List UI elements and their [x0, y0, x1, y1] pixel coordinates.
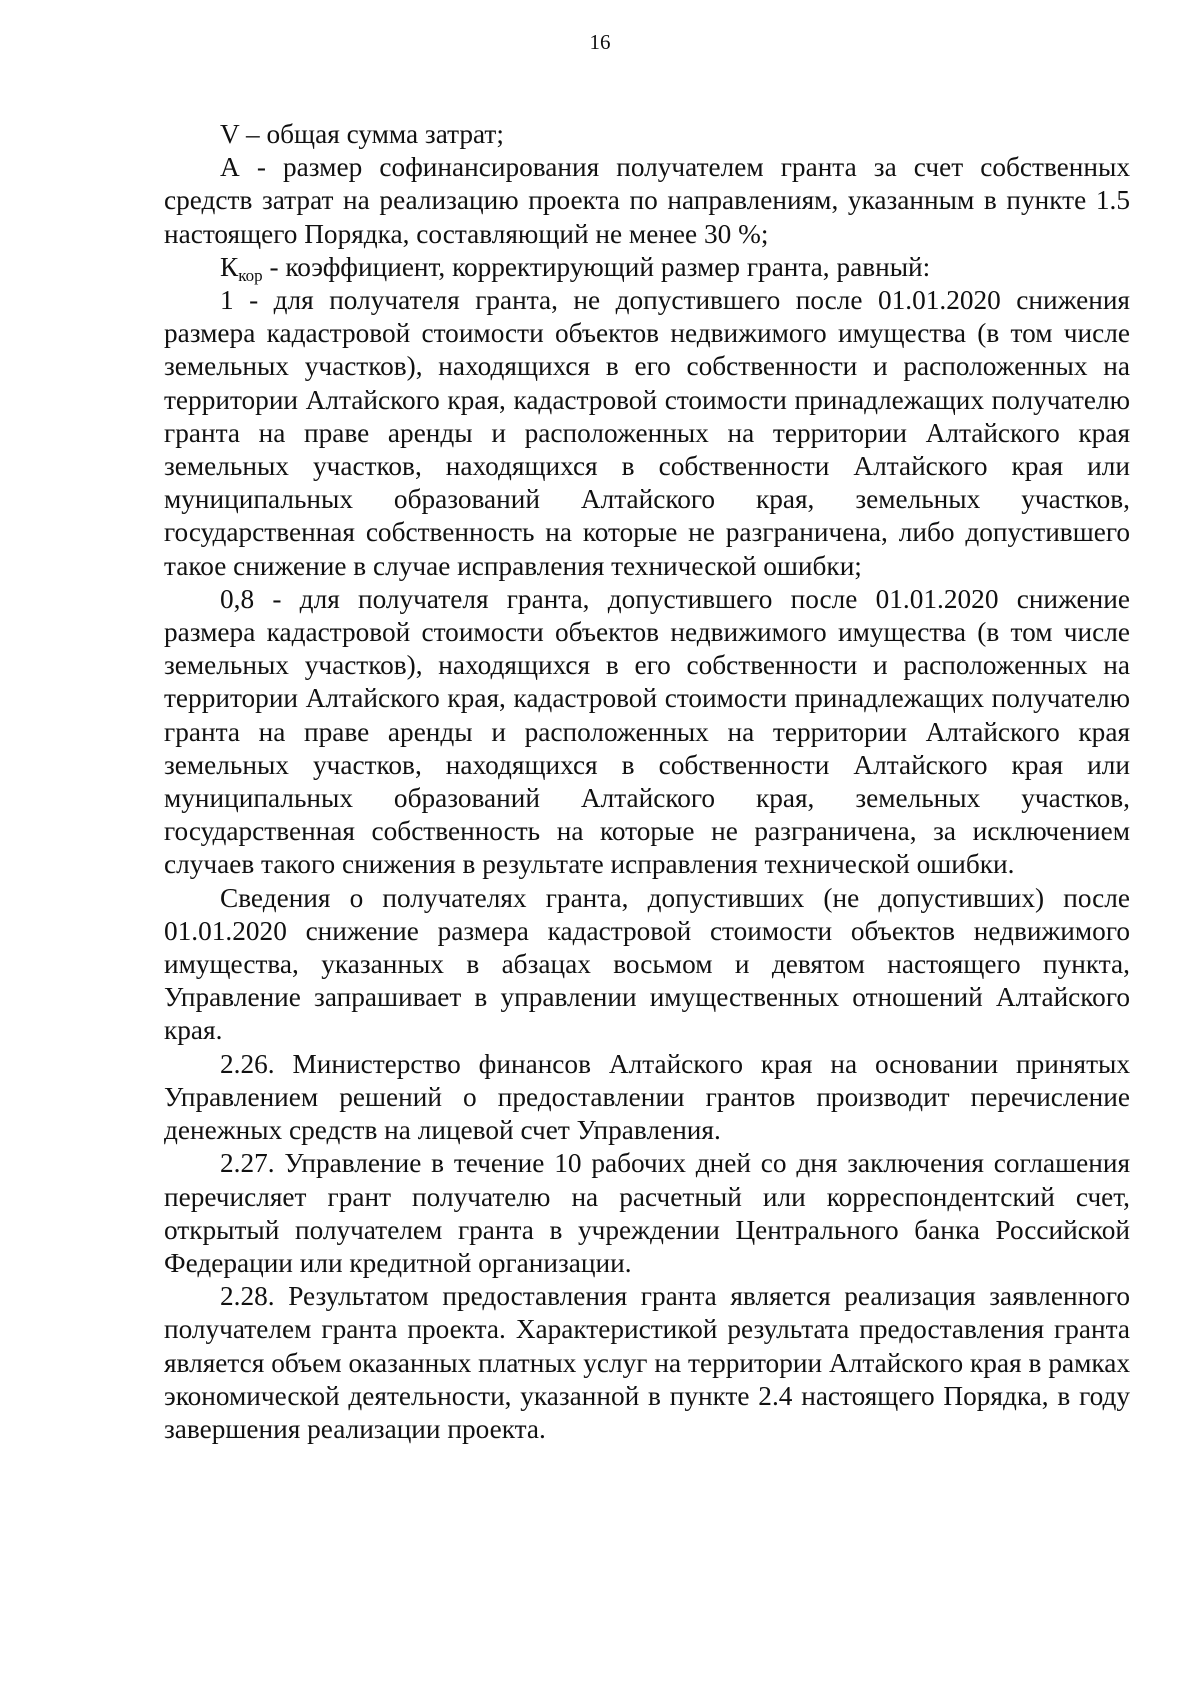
- coefficient-text: - коэффициент, корректирующий размер гранта, равный:: [262, 251, 931, 282]
- paragraph-2-27: 2.27. Управление в течение 10 рабочих дней со дня заключения соглашения перечисляет грант получателю на расчетный или корреспондентский счет, открытый получателем гранта в учреждении Центрального банка Российской Федерации или кредитной организации.: [164, 1148, 1130, 1278]
- page-number: 16: [589, 30, 611, 54]
- paragraph-2-28: 2.28. Результатом предоставления гранта является реализация заявленного получателем гранта проекта. Характеристикой результата предоставления гранта является объем оказанных платных услуг на территории Алтайского края в рамках экономической деятельности, указанной в пункте 2.4 настоящего Порядка, в году завершения реализации проекта.: [164, 1281, 1130, 1444]
- paragraph-coefficient-1: 1 - для получателя гранта, не допустившего после 01.01.2020 снижения размера кадастровой стоимости объектов недвижимого имущества (в том числе земельных участков), находящихся в его собственности и расположенных на территории Алтайского края, кадастровой стоимости принадлежащих получателю гранта на праве аренды и расположенных на территории Алтайского края земельных участков, находящихся в собственности Алтайского края или муниципальных образований Алтайского края, земельных участков, государственная собственность на которые не разграничена, либо допустившего такое снижение в случае исправления технической ошибки;: [164, 285, 1130, 581]
- paragraph-2-26: 2.26. Министерство финансов Алтайского края на основании принятых Управлением решений о предоставлении грантов производит перечисление денежных средств на лицевой счет Управления.: [164, 1048, 1130, 1146]
- coefficient-symbol: К: [220, 251, 239, 282]
- paragraph-information: Сведения о получателях гранта, допустивших (не допустивших) после 01.01.2020 снижение размера кадастровой стоимости объектов недвижимого имущества, указанных в абзацах восьмом и девятом настоящего пункта, Управление запрашивает в управлении имущественных отношений Алтайского края.: [164, 882, 1130, 1046]
- coefficient-subscript: кор: [238, 265, 263, 285]
- document-body: [164, 118, 1130, 1446]
- paragraph-total-costs: V – общая сумма затрат;: [220, 119, 504, 149]
- paragraph-coefficient-08: 0,8 - для получателя гранта, допустившего после 01.01.2020 снижение размера кадастровой стоимости объектов недвижимого имущества (в том числе земельных участков), находящихся в его собственности и расположенных на территории Алтайского края, кадастровой стоимости принадлежащих получателю гранта на праве аренды и расположенных на территории Алтайского края земельных участков, находящихся в собственности Алтайского края или муниципальных образований Алтайского края, земельных участков, государственная собственность на которые не разграничена, за исключением случаев такого снижения в результате исправления технической ошибки.: [164, 583, 1130, 880]
- paragraph-cofinancing: А - размер софинансирования получателем гранта за счет собственных средств затрат на реализацию проекта по направлениям, указанным в пункте 1.5 настоящего Порядка, составляющий не менее 30 %;: [164, 152, 1130, 249]
- paragraph-coefficient: [164, 251, 1130, 284]
